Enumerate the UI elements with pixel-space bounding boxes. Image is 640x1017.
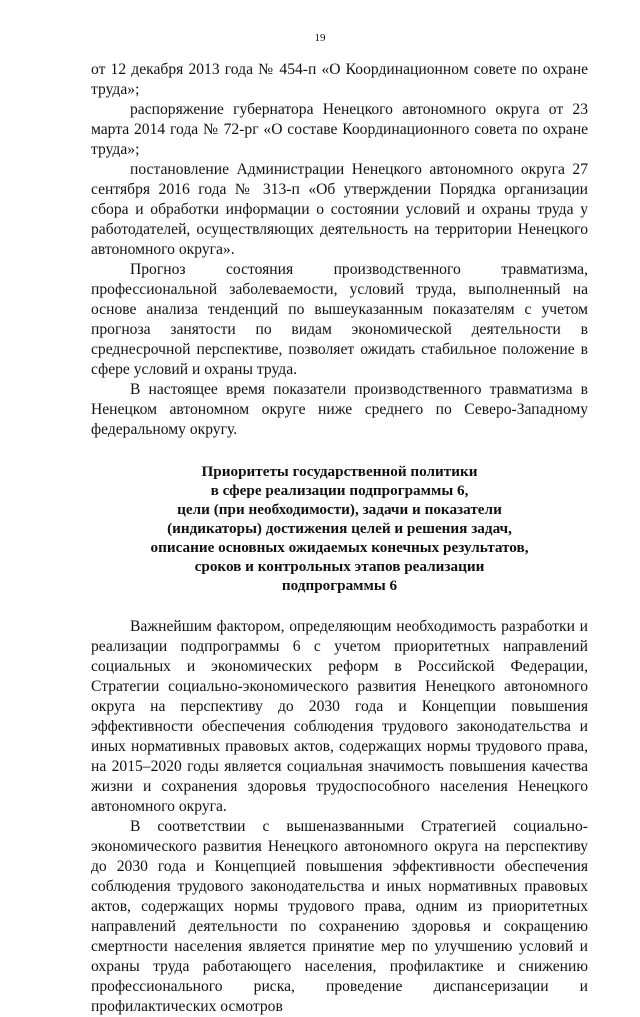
heading-line: описание основных ожидаемых конечных результатов, [150,539,529,556]
section-heading [91,462,588,595]
paragraph: постановление Администрации Ненецкого автономного округа 27 сентября 2016 года № 313-п «Об утверждении Порядка организации сбора и обработки информации о состоянии условий и охраны труда у работодателей, осуществляющих деятельность на территории Ненецкого автономного округа». [91,161,588,258]
heading-line: Приоритеты государственной политики [201,463,478,480]
paragraph: от 12 декабря 2013 года № 454-п «О Координационном совете по охране труда»; [91,61,588,98]
page-number: 19 [314,32,326,44]
heading-line: (индикаторы) достижения целей и решения задач, [167,520,512,537]
paragraph: Прогноз состояния производственного травматизма, профессиональной заболеваемости, условий труда, выполненный на основе анализа тенденций по вышеуказанным показателям с учетом прогноза занятости по видам экономической деятельности в среднесрочной перспективе, позволяет ожидать стабильное положение в сфере условий и охраны труда. [91,261,588,378]
heading-line: сроков и контрольных этапов реализации [194,558,485,575]
paragraph: В соответствии с вышеназванными Стратегией социально-экономического развития Ненецкого автономного округа на перспективу до 2030 года и Концепцией повышения эффективности обеспечения соблюдения трудового законодательства и иных нормативных правовых актов, содержащих нормы трудового права, одним из приоритетных направлений деятельности по сохранению здоровья и сокращению смертности населения является принятие мер по улучшению условий и охраны труда работающего населения, профилактике и снижению профессионального риска, проведение диспансеризации и профилактических осмотров [91,818,588,1015]
paragraph: Важнейшим фактором, определяющим необходимость разработки и реализации подпрограммы 6 с учетом приоритетных направлений социальных и экономических реформ в Российской Федерации, Стратегии социально-экономического развития Ненецкого автономного округа на перспективу до 2030 года и Концепции повышения эффективности обеспечения соблюдения трудового законодательства и иных нормативных правовых актов, содержащих нормы трудового права, на 2015–2020 годы является социальная значимость повышения качества жизни и сохранения здоровья трудоспособного населения Ненецкого автономного округа. [91,618,588,815]
body-text [91,60,588,1017]
paragraph: распоряжение губернатора Ненецкого автономного округа от 23 марта 2014 года № 72-рг «О составе Координационного совета по охране труда»; [91,101,588,158]
heading-line: в сфере реализации подпрограммы 6, [210,482,469,499]
heading-line: подпрограммы 6 [281,577,398,594]
paragraph: В настоящее время показатели производственного травматизма в Ненецком автономном округе ниже среднего по Северо-Западному федеральному округу. [91,381,588,438]
heading-line: цели (при необходимости), задачи и показатели [177,501,502,518]
